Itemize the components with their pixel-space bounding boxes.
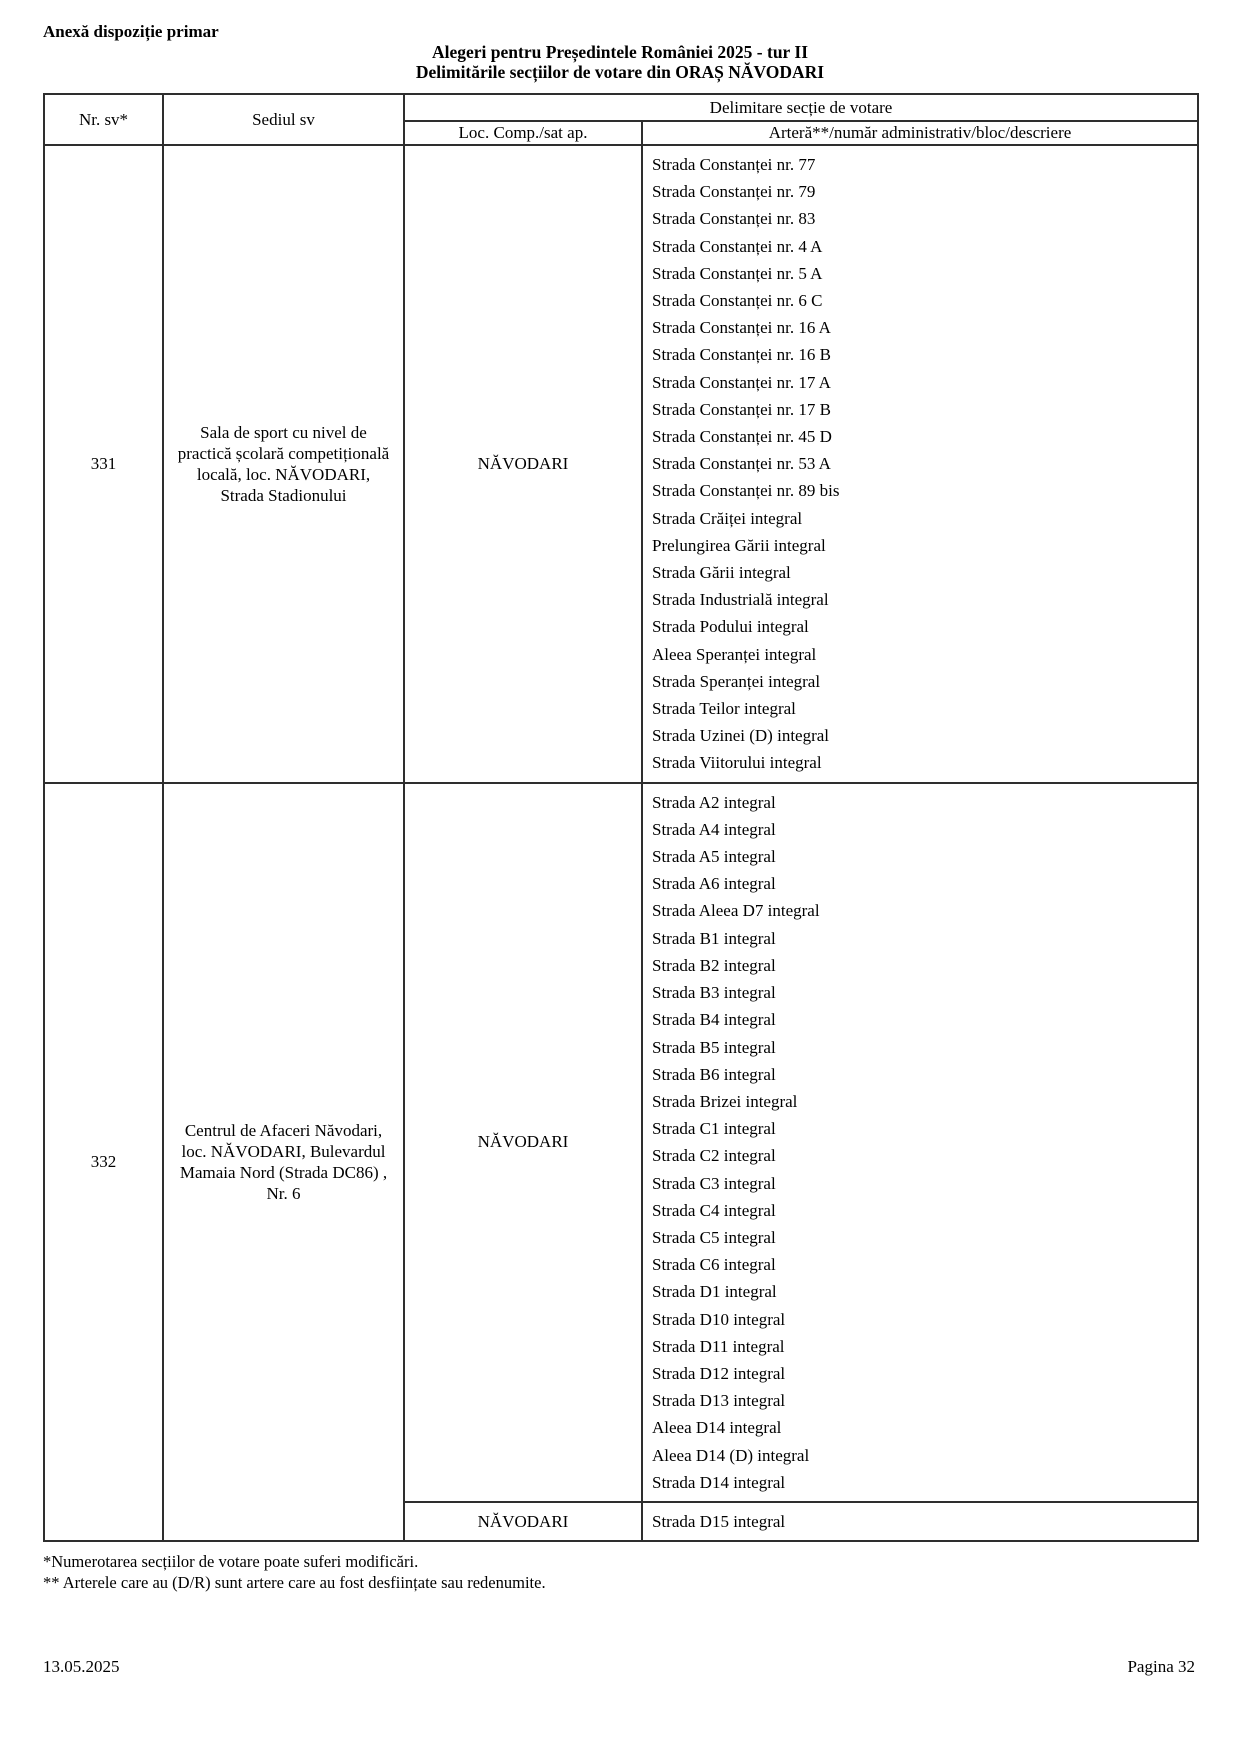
- street-line: Strada C3 integral: [652, 1173, 776, 1193]
- street-line: Strada Constanței nr. 16 A: [652, 318, 831, 338]
- title-line-2: Delimitările secțiilor de votare din ORAȘ NĂVODARI: [415, 61, 825, 82]
- street-line: Strada B4 integral: [652, 1010, 776, 1030]
- header-artera: Arteră**/număr administrativ/bloc/descriere: [642, 121, 1198, 145]
- loc-comp-cell: NĂVODARI: [404, 145, 642, 783]
- header-sediul-sv: Sediul sv: [163, 94, 404, 145]
- street-line: Strada Uzinei (D) integral: [652, 726, 830, 746]
- nr-sv-cell: 332: [44, 783, 163, 1541]
- street-line: Strada D10 integral: [652, 1309, 786, 1329]
- street-line: Strada Gării integral: [652, 563, 791, 583]
- table-row: [44, 783, 1198, 1502]
- street-line: Strada A6 integral: [652, 874, 776, 894]
- document-title: [43, 43, 1197, 82]
- street-line: Strada Constanței nr. 83: [652, 209, 816, 229]
- street-line: Strada Viitorului integral: [652, 753, 822, 773]
- street-line: Strada Constanței nr. 5 A: [652, 263, 823, 283]
- street-line: Strada Podului integral: [652, 617, 809, 637]
- street-line: Prelungirea Gării integral: [652, 535, 826, 555]
- footnotes: [43, 1551, 1197, 1593]
- street-line: Strada Constanței nr. 77: [652, 155, 816, 174]
- loc-comp-cell: NĂVODARI: [404, 783, 642, 1502]
- street-line: Strada D12 integral: [652, 1363, 786, 1383]
- street-line: Strada B5 integral: [652, 1037, 776, 1057]
- title-line-1: Alegeri pentru Președintele României 2025 - tur II: [431, 42, 809, 62]
- nr-sv-cell: 331: [44, 145, 163, 783]
- street-line: Strada Constanței nr. 53 A: [652, 454, 831, 474]
- footnote-2: ** Arterele care au (D/R) sunt artere care au fost desființate sau redenumite.: [43, 1573, 546, 1593]
- street-line: Strada A5 integral: [652, 847, 776, 867]
- artera-cell: [642, 783, 1198, 1502]
- page-footer: [43, 1657, 1195, 1677]
- street-line: Strada B6 integral: [652, 1064, 776, 1084]
- street-line: Strada Industrială integral: [652, 590, 829, 610]
- street-line: Strada Speranței integral: [652, 671, 821, 691]
- voting-sections-table: [43, 93, 1199, 1542]
- street-line: Strada B3 integral: [652, 983, 776, 1003]
- footer-page-number: Pagina 32: [1127, 1657, 1195, 1676]
- footer-date: 13.05.2025: [43, 1657, 120, 1676]
- street-line: Strada D15 integral: [652, 1511, 786, 1531]
- street-line: Strada Constanței nr. 17 A: [652, 372, 831, 392]
- street-line: Strada D13 integral: [652, 1391, 786, 1411]
- street-line: Strada Teilor integral: [652, 699, 796, 719]
- street-line: Strada D1 integral: [652, 1282, 777, 1302]
- street-line: Strada B1 integral: [652, 928, 776, 948]
- street-line: Strada Brizei integral: [652, 1091, 798, 1111]
- street-line: Strada C6 integral: [652, 1255, 776, 1275]
- artera-cell: [642, 145, 1198, 783]
- header-loc-comp: Loc. Comp./sat ap.: [404, 121, 642, 145]
- street-line: Strada C4 integral: [652, 1200, 776, 1220]
- street-line: Aleea D14 integral: [652, 1418, 782, 1438]
- loc-comp-cell: NĂVODARI: [404, 1502, 642, 1541]
- header-nr-sv: Nr. sv*: [44, 94, 163, 145]
- annex-label: Anexă dispoziție primar: [43, 22, 219, 41]
- street-line: Strada B2 integral: [652, 955, 776, 975]
- sediul-cell: Centrul de Afaceri Năvodari, loc. NĂVODARI, Bulevardul Mamaia Nord (Strada DC86) , Nr. 6: [163, 783, 404, 1541]
- street-line: Strada C2 integral: [652, 1146, 776, 1166]
- sediul-cell: Sala de sport cu nivel de practică școlară competițională locală, loc. NĂVODARI, Strada Stadionului: [163, 145, 404, 783]
- header-delimitare: Delimitare secție de votare: [404, 94, 1198, 121]
- street-line: Strada Constanței nr. 89 bis: [652, 481, 840, 501]
- street-line: Strada Constanței nr. 6 C: [652, 291, 823, 311]
- street-line: Strada Crăiței integral: [652, 508, 803, 528]
- street-line: Aleea D14 (D) integral: [652, 1445, 810, 1465]
- street-line: Strada Aleea D7 integral: [652, 901, 820, 921]
- street-line: Strada Constanței nr. 16 B: [652, 345, 831, 365]
- street-line: Strada Constanței nr. 45 D: [652, 427, 832, 447]
- street-line: Strada Constanței nr. 17 B: [652, 399, 831, 419]
- street-line: Strada D14 integral: [652, 1472, 786, 1492]
- table-row: [44, 145, 1198, 783]
- street-line: Strada A2 integral: [652, 792, 776, 812]
- table-header: [44, 94, 1198, 145]
- street-line: Strada C5 integral: [652, 1227, 776, 1247]
- artera-cell: [642, 1502, 1198, 1541]
- street-line: Strada Constanței nr. 79: [652, 182, 816, 202]
- street-line: Strada D11 integral: [652, 1336, 785, 1356]
- street-line: Strada A4 integral: [652, 819, 776, 839]
- street-line: Strada Constanței nr. 4 A: [652, 236, 823, 256]
- street-line: Strada C1 integral: [652, 1119, 776, 1139]
- table-body: [44, 145, 1198, 1541]
- header-row-1: [44, 94, 1198, 121]
- footnote-1: *Numerotarea secțiilor de votare poate suferi modificări.: [43, 1552, 419, 1572]
- street-line: Aleea Speranței integral: [652, 644, 817, 664]
